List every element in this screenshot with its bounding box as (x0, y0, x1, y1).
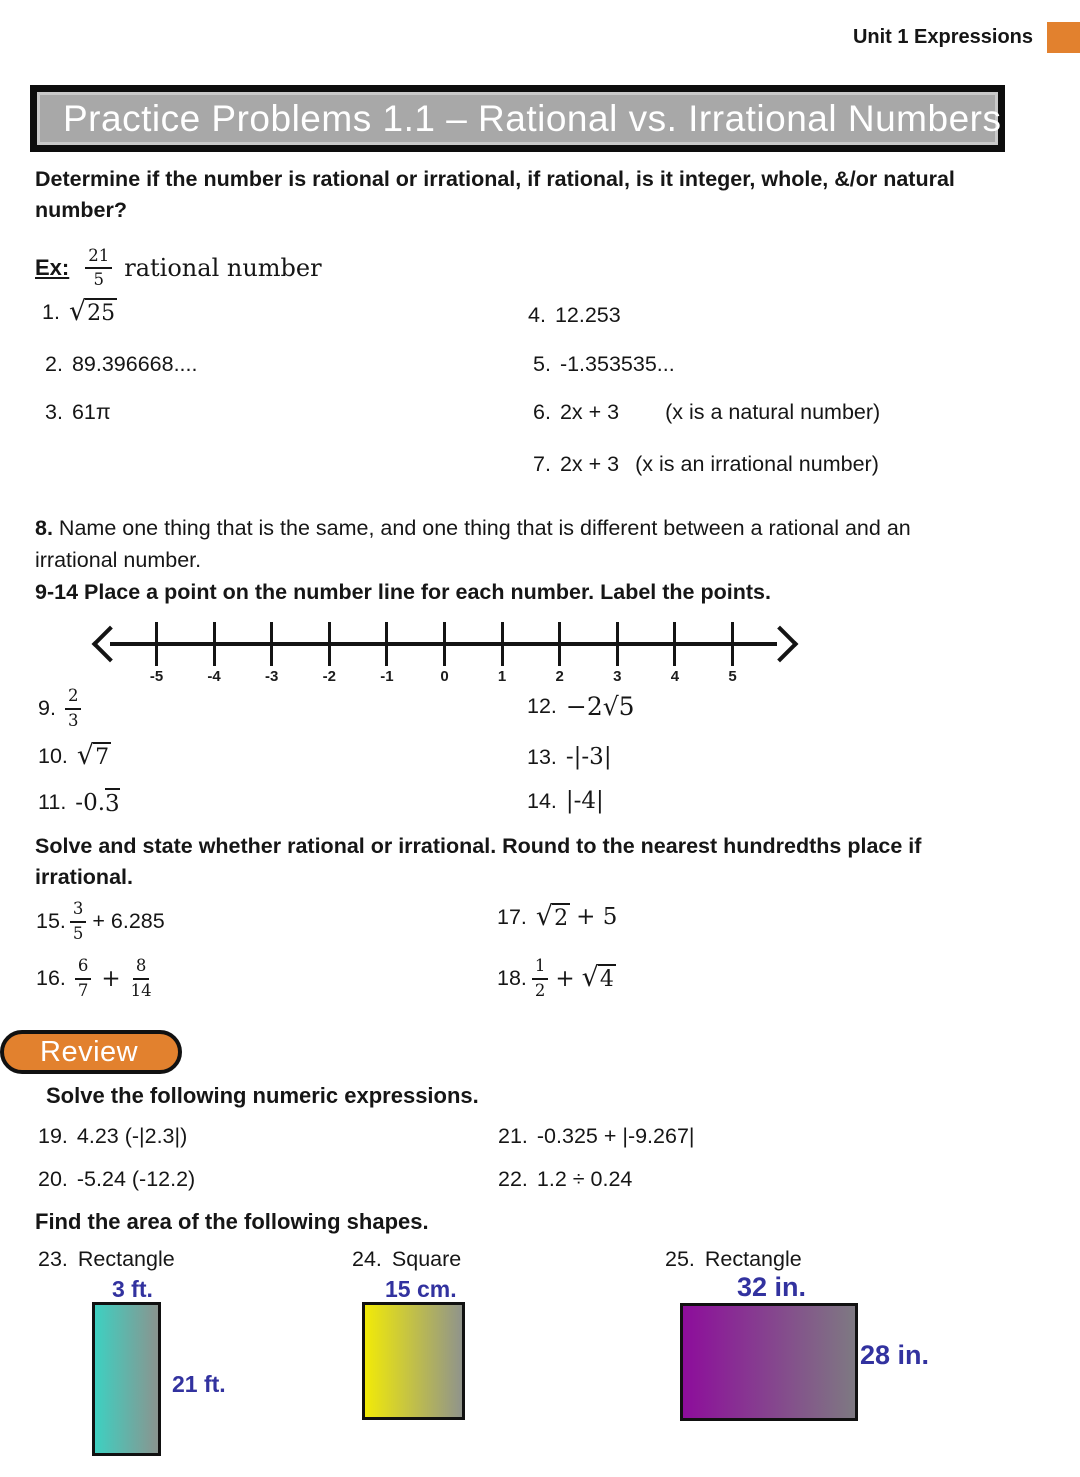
fraction: $\frac{1}{2}$ (532, 958, 549, 999)
arrow-right-icon (762, 626, 799, 663)
review-badge: Review (0, 1030, 182, 1074)
square-24-shape (362, 1302, 465, 1420)
title-banner (30, 85, 1005, 152)
fraction: $\frac{8}{14}$ (130, 956, 152, 1000)
problem-21: 21. -0.325 + |-9.267| (498, 1124, 695, 1148)
fraction: $\frac{3}{5}$ (70, 901, 87, 942)
example-fraction: $\frac{21}{5}$ (85, 248, 112, 289)
arrow-left-icon (92, 626, 129, 663)
problem-13: 13. -|-3| (527, 744, 612, 770)
problem-20: 20. -5.24 (-12.2) (38, 1167, 196, 1191)
rectangle-25-shape (680, 1303, 858, 1421)
number-line-label: -1 (380, 668, 394, 685)
problem-23: 23. Rectangle (38, 1247, 175, 1271)
number-line-label: 4 (670, 668, 680, 685)
square24-side-label: 15 cm. (385, 1276, 457, 1302)
problem-12: 12. −2√5 (527, 692, 635, 721)
rectangle-23-shape (92, 1302, 161, 1456)
number-line-tick (328, 622, 331, 666)
number-line-label: -5 (149, 668, 164, 685)
rect25-height-label: 28 in. (860, 1340, 930, 1370)
repeating-decimal: 3 (105, 788, 120, 817)
problem-25: 25. Rectangle (665, 1247, 802, 1271)
number-line-tick (213, 622, 216, 666)
number-line-label: -3 (265, 668, 279, 685)
problem-4: 4. 12.253 (528, 303, 621, 327)
fraction: $\frac{2}{3}$ (65, 688, 82, 729)
fraction: $\frac{6}{7}$ (75, 958, 92, 999)
area-heading: Find the area of the following shapes. (35, 1209, 429, 1234)
problem-10: 10. √ 7 (38, 740, 110, 771)
intro-text: Determine if the number is rational or irrational, if rational, is it integer, whole, &/or natural number? (35, 167, 955, 223)
problem-16: 16. $\frac{6}{7}$ + $\frac{8}{14}$ (36, 956, 152, 1000)
rect23-height-label: 21 ft. (172, 1371, 226, 1397)
number-line-label: 5 (728, 668, 737, 685)
number-line-tick (270, 622, 273, 666)
problem-22: 22. 1.2 ÷ 0.24 (498, 1167, 633, 1191)
problem-7-note: (x is an irrational number) (635, 452, 879, 476)
example-answer: rational number (124, 254, 322, 282)
number-line-label: -2 (322, 668, 336, 685)
radical-expression: √ 4 (581, 962, 614, 994)
example-row (35, 244, 322, 292)
problem-17: 17. √ 2 + 5 (497, 901, 618, 932)
number-line-label: 1 (497, 668, 507, 685)
problem-19: 19. 4.23 (-|2.3|) (38, 1124, 188, 1148)
number-line-tick (731, 622, 734, 666)
problem-7: 7. 2x + 3 (x is an irrational number) (533, 452, 879, 476)
problem-9: 9. $\frac{2}{3}$ (38, 688, 81, 729)
number-line-tick (616, 622, 619, 666)
number-line-tick (558, 622, 561, 666)
solve-heading: Solve and state whether rational or irrational. Round to the nearest hundredths place if irrational. (35, 834, 922, 890)
problem-3: 3. 61π (45, 400, 111, 424)
example-label: Ex: (35, 255, 70, 280)
problem-5: 5. -1.353535... (533, 352, 675, 376)
number-line (95, 616, 795, 690)
problem-1: 1. √ 25 (42, 296, 116, 327)
problem-2: 2. 89.396668.... (45, 352, 198, 376)
problem-6-note: (x is a natural number) (665, 400, 881, 424)
problem-14: 14. |-4| (527, 788, 604, 814)
problem-8: 8. Name one thing that is the same, and one thing that is different between a rational and an irrational number. (35, 516, 911, 573)
number-line-tick (155, 622, 158, 666)
unit-label: Unit 1 Expressions (852, 26, 1033, 48)
number-line-tick (673, 622, 676, 666)
accent-square-icon (1047, 22, 1080, 53)
rect23-width-label: 3 ft. (112, 1276, 153, 1302)
radical-expression: √ 2 (535, 901, 569, 932)
number-line-label: 3 (613, 668, 622, 685)
page-header (853, 22, 1080, 53)
numberline-heading: 9-14 Place a point on the number line for each number. Label the points. (35, 580, 771, 604)
rect25-width-label: 32 in. (737, 1272, 807, 1302)
problem-15: 15. $\frac{3}{5}$ + 6.285 (36, 899, 165, 943)
radical-expression: √ 7 (76, 740, 110, 771)
number-line-label: 0 (440, 668, 449, 685)
problem-8-number: 8. (35, 516, 53, 540)
number-line-label: -4 (207, 668, 221, 685)
number-line-tick (385, 622, 388, 666)
problem-18: 18. $\frac{1}{2}$ + √ 4 (497, 956, 614, 1000)
number-line-tick (501, 622, 504, 666)
number-line-tick (443, 622, 446, 666)
page-title: Practice Problems 1.1 – Rational vs. Irrational Numbers (63, 97, 1002, 139)
review-heading: Solve the following numeric expressions. (46, 1083, 479, 1108)
number-line-label: 2 (555, 668, 564, 685)
radical-expression: √ 25 (68, 296, 116, 327)
problem-11: 11. -0. 3 (38, 789, 120, 817)
problem-6: 6. 2x + 3 (x is a natural number) (533, 400, 881, 424)
problem-24: 24. Square (352, 1247, 462, 1271)
